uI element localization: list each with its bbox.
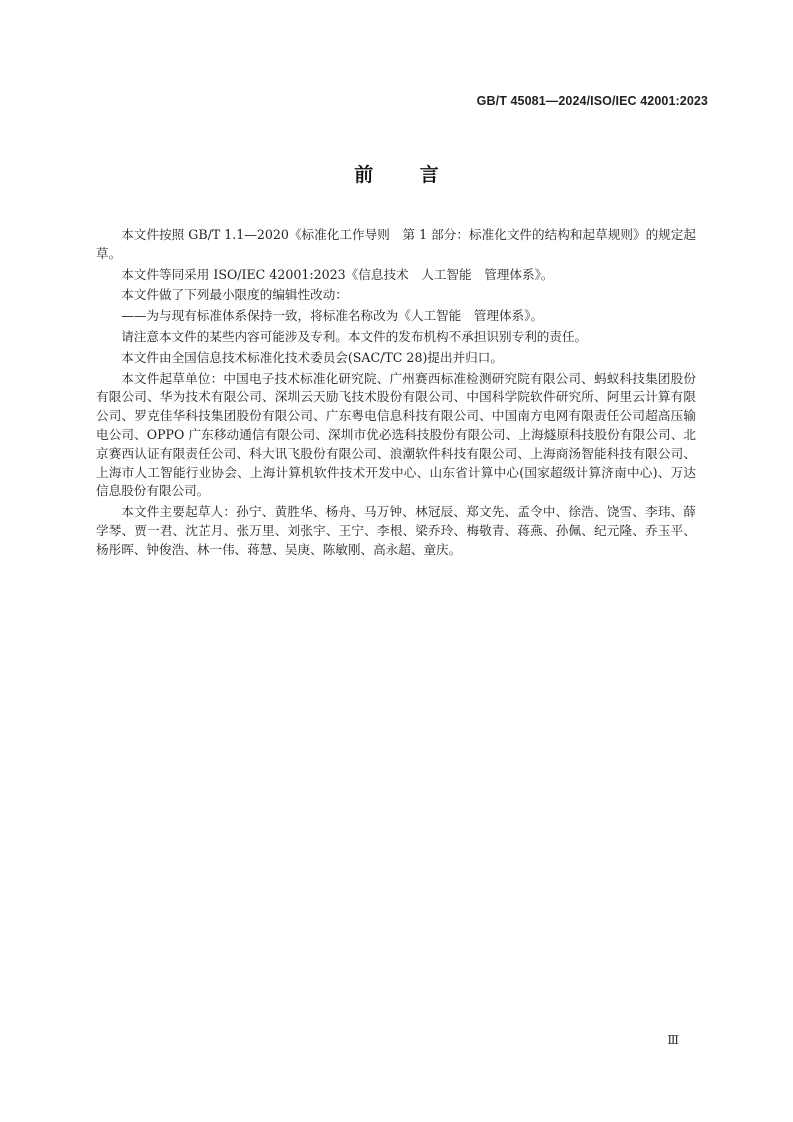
page-title: 前 言 <box>354 164 459 186</box>
paragraph-committee: 本文件由全国信息技术标准化技术委员会(SAC/TC 28)提出并归口。 <box>121 349 503 365</box>
paragraph-adoption: 本文件等同采用 ISO/IEC 42001:2023《信息技术 人工智能 管理体系》。 <box>121 266 554 282</box>
paragraph-editorial-changes: 本文件做了下列最小限度的编辑性改动： <box>121 287 348 303</box>
paragraph-patent-notice: 请注意本文件的某些内容可能涉及专利。本文件的发布机构不承担识别专利的责任。 <box>121 328 588 344</box>
foreword-body <box>96 226 696 562</box>
paragraph-name-change: ——为与现有标准体系保持一致，将标准名称改为《人工智能 管理体系》。 <box>121 308 544 324</box>
paragraph-drafters: 本文件主要起草人：孙宁、黄胜华、杨舟、马万钟、林冠辰、郑文先、孟令中、徐浩、饶雪、李玮、薛学琴、贾一君、沈芷月、张万里、刘张宇、王宁、李根、梁乔玲、梅敬青、蒋燕、孙佩、纪元隆、乔玉平、杨彤晖、钟俊浩、林一伟、蒋慧、吴庚、陈敏刚、高永超、童庆。 <box>96 504 696 557</box>
paragraph-drafting-rules: 本文件按照 GB/T 1.1—2020《标准化工作导则 第 1 部分：标准化文件的结构和起草规则》的规定起草。 <box>96 227 696 261</box>
paragraph-drafting-organizations: 本文件起草单位：中国电子技术标准化研究院、广州赛西标准检测研究院有限公司、蚂蚁科技集团股份有限公司、华为技术有限公司、深圳云天励飞技术股份有限公司、中国科学院软件研究所、阿里云计算有限公司、罗克佳华科技集团股份有限公司、广东粤电信息科技有限公司、中国南方电网有限责任公司超高压输电公司、OPPO 广东移动通信有限公司、深圳市优必选科技股份有限公司、上海燧原科技股份有限公司、北京赛西认证有限责任公司、科大讯飞股份有限公司、浪潮软件科技有限公司、上海商汤智能科技有限公司、上海市人工智能行业协会、上海计算机软件技术开发中心、山东省计算中心(国家超级计算济南中心)、万达信息股份有限公司。 <box>96 370 696 499</box>
page-number: Ⅲ <box>667 1033 679 1047</box>
document-code: GB/T 45081—2024/ISO/IEC 42001:2023 <box>476 94 708 108</box>
